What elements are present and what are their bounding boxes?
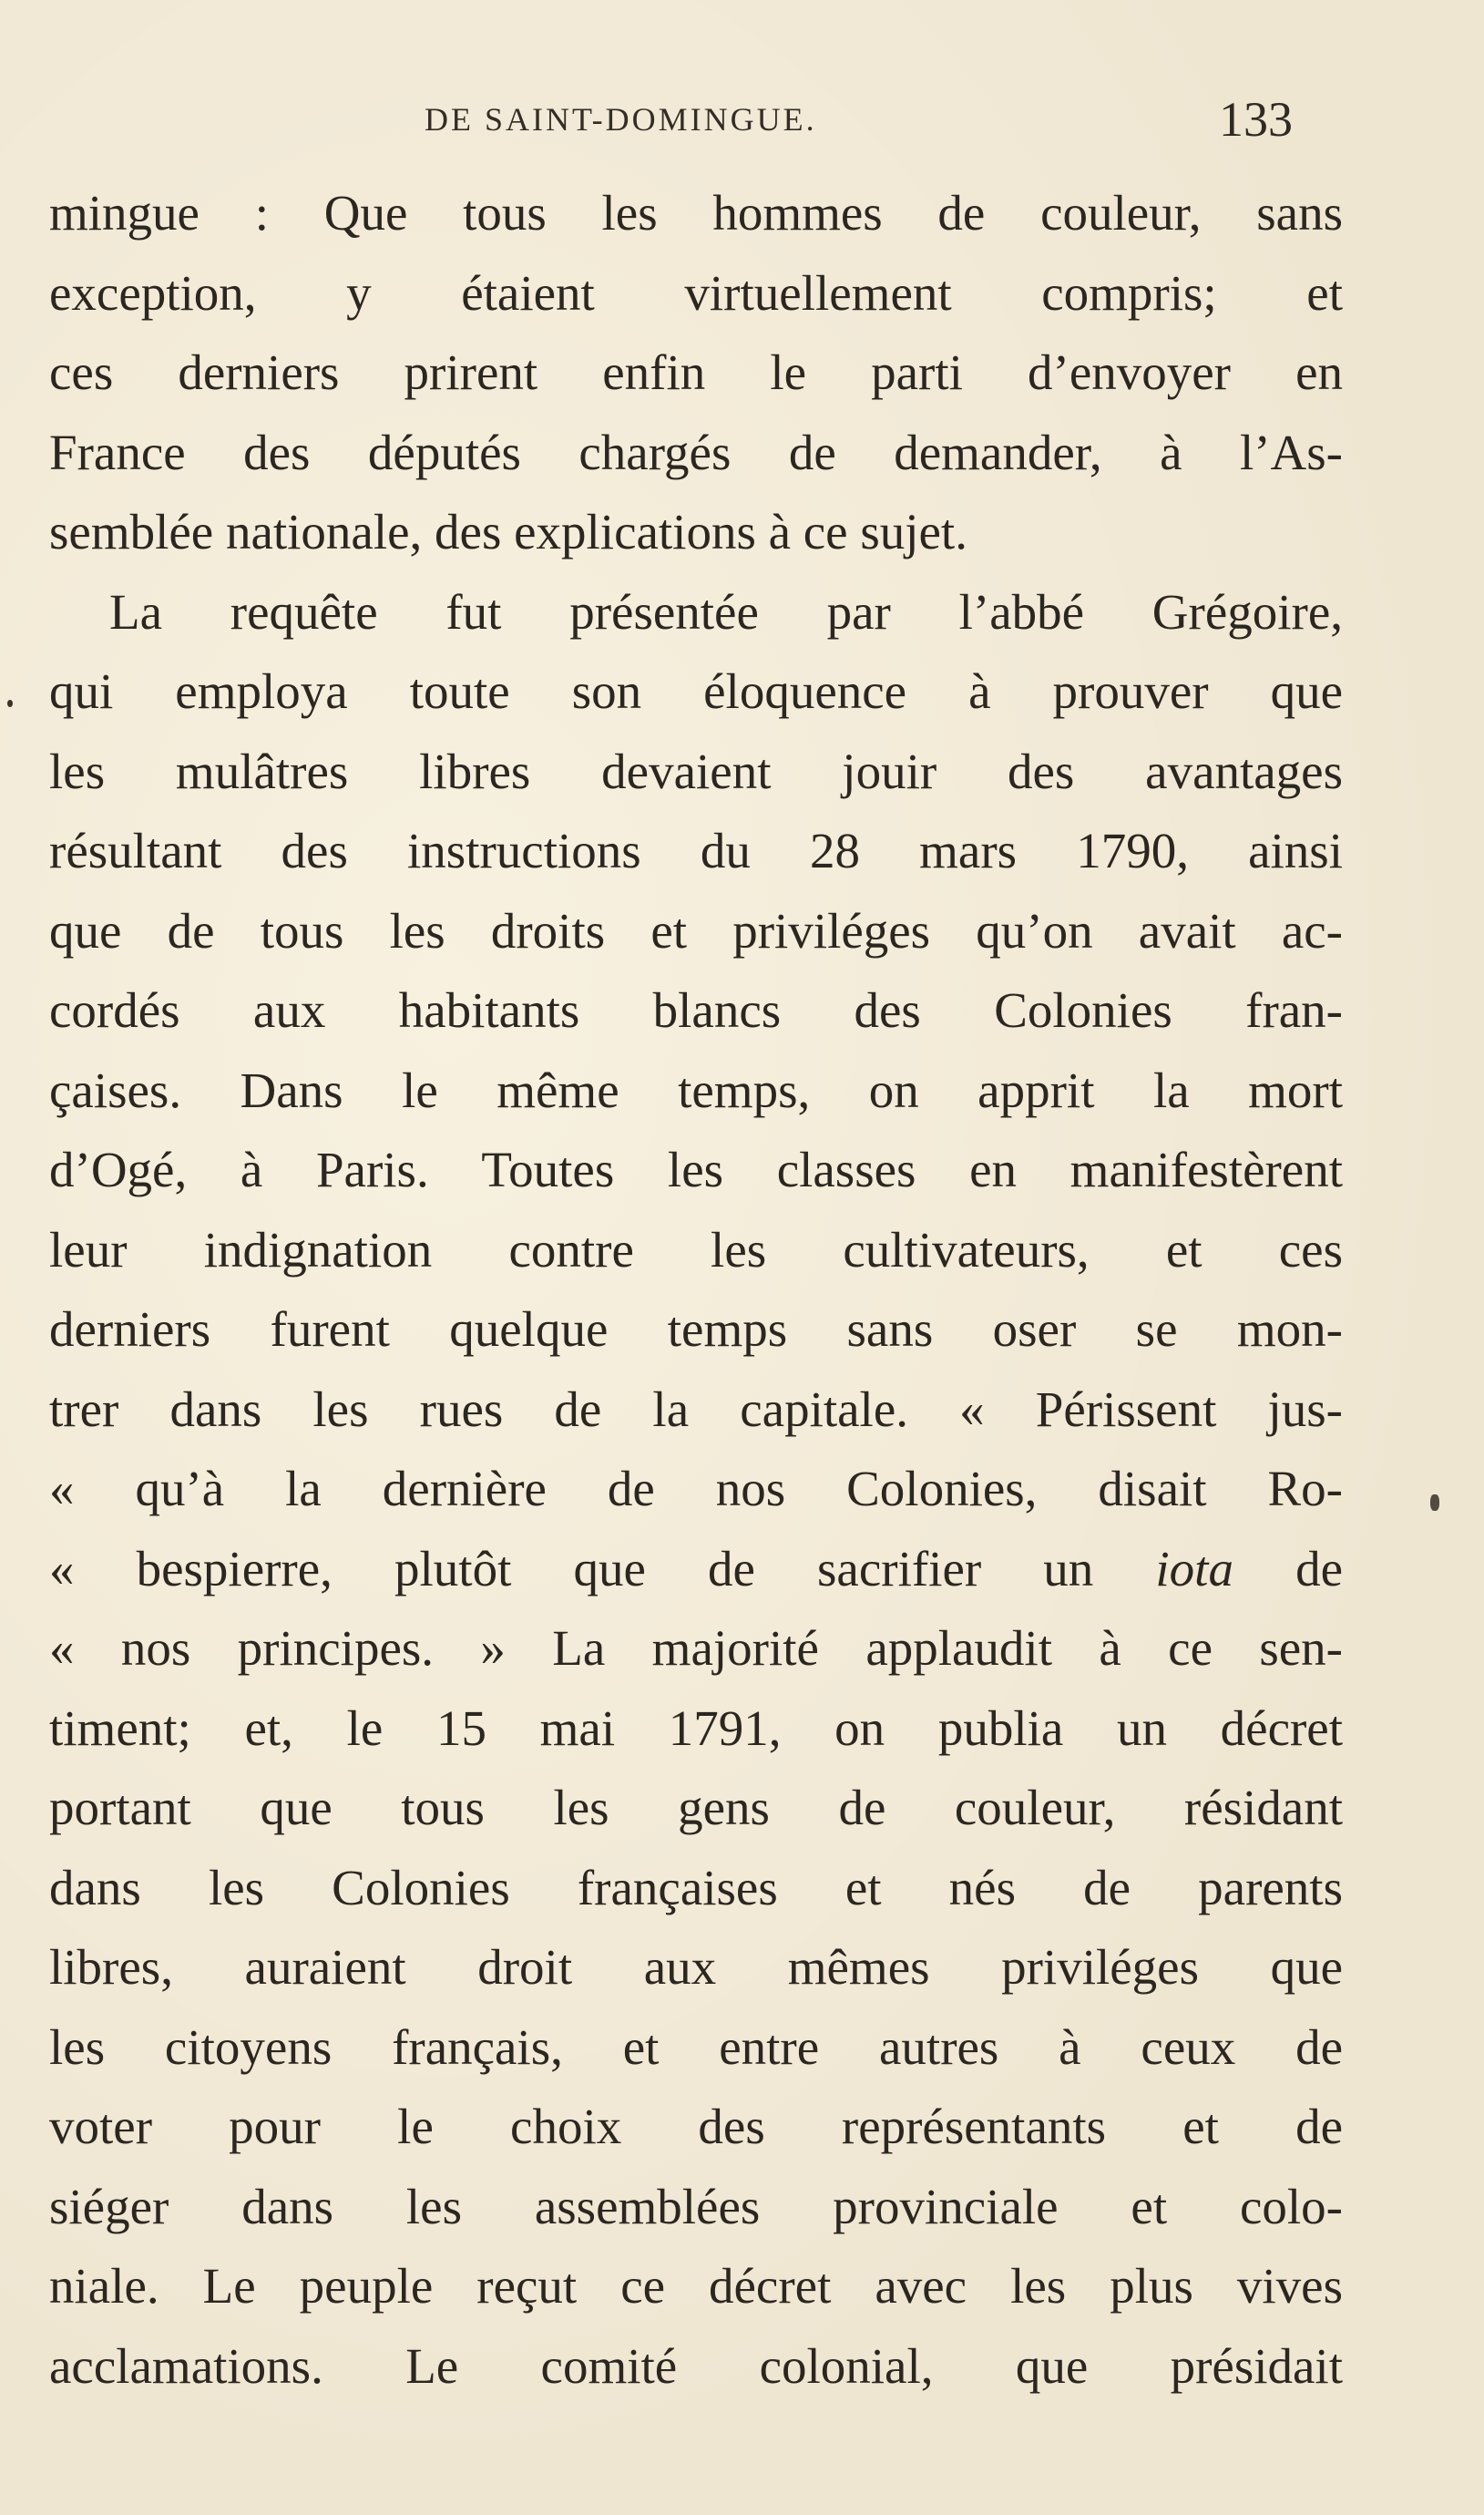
text-line: cordés aux habitants blancs des Colonies fran- [49,982,1343,1038]
edge-mark [7,700,13,707]
text-line: mingue : Que tous les hommes de couleur, sans [49,185,1343,241]
text-line: ces derniers prirent enfin le parti d’envoyer en [49,344,1343,400]
text-line: siéger dans les assemblées provinciale et colo- [49,2178,1343,2234]
text-line: d’Ogé, à Paris. Toutes les classes en manifestèrent [49,1142,1343,1197]
text-line: France des députés chargés de demander, à l’As- [49,424,1343,480]
text-line: exception, y étaient virtuellement compris; et [49,264,1343,321]
text-line: voter pour le choix des représentants et de [49,2099,1343,2154]
italic-word: iota [1155,1540,1233,1596]
text-line: qui employa toute son éloquence à prouver que [49,663,1343,719]
text-line: derniers furent quelque temps sans oser se mon- [49,1301,1343,1357]
text-line: portant que tous les gens de couleur, résidant [49,1780,1343,1835]
text-line: « qu’à la dernière de nos Colonies, disait Ro- [49,1461,1343,1516]
running-title: DE SAINT-DOMINGUE. [425,101,817,138]
ink-stain [1430,1494,1439,1511]
text-line: les mulâtres libres devaient jouir des avantages [49,743,1343,799]
text-line: acclamations. Le comité colonial, que présidait [49,2337,1343,2394]
text-line: leur indignation contre les cultivateurs, et ces [49,1221,1343,1278]
text-line: « nos principes. » La majorité applaudit à ce sen- [49,1620,1343,1676]
text-line: libres, auraient droit aux mêmes priviléges que [49,1939,1343,1995]
text-line: niale. Le peuple reçut ce décret avec les plus vives [49,2258,1343,2314]
text-line: trer dans les rues de la capitale. « Périssent jus- [49,1381,1343,1437]
text-line: que de tous les droits et priviléges qu’on avait ac- [49,902,1343,959]
text-line: timent; et, le 15 mai 1791, on publia un décret [49,1699,1343,1756]
page-number: 133 [1219,92,1293,147]
running-head [0,91,1484,146]
text-line: La requête fut présentée par l’abbé Grégoire, [109,583,1343,640]
text-line: çaises. Dans le même temps, on apprit la mort [49,1062,1343,1118]
text-line: semblée nationale, des explications à ce sujet. [49,504,967,559]
body-text [49,173,1343,2433]
text-line: résultant des instructions du 28 mars 1790, ainsi [49,823,1343,878]
text-line: dans les Colonies françaises et nés de parents [49,1859,1343,1915]
text-line: « bespierre, plutôt que de sacrifier un iota de [49,1540,1343,1596]
text-line: les citoyens français, et entre autres à ceux de [49,2018,1343,2075]
